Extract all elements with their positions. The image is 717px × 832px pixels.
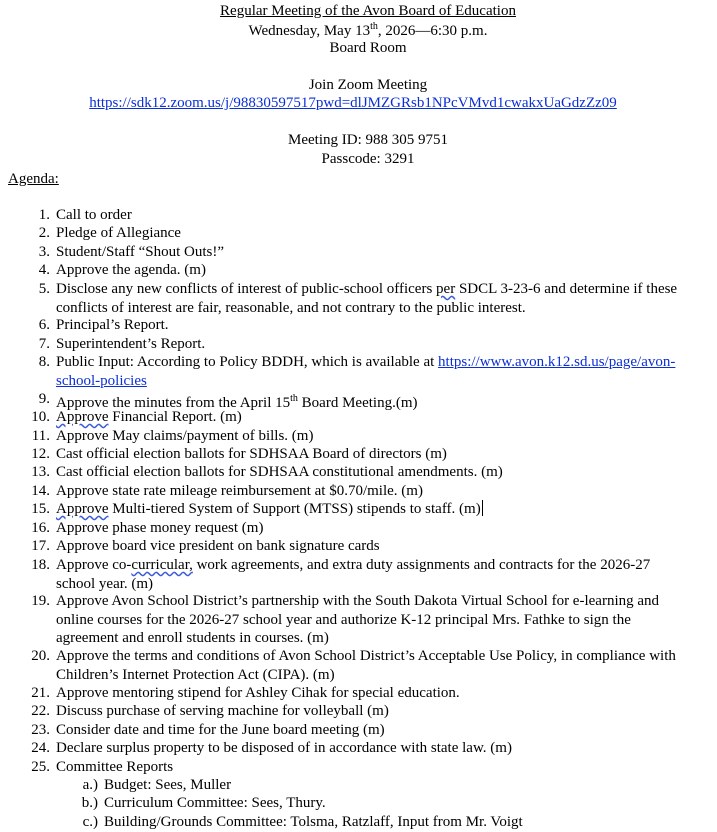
agenda-item <box>31 445 717 464</box>
item-number: 10. <box>31 409 50 425</box>
item-text: Approve mentoring stipend for Ashley Cihak for special education. <box>56 685 460 701</box>
item-number: 16. <box>31 520 50 536</box>
item-number: 12. <box>31 446 50 462</box>
spellcheck-word: Approve <box>56 501 109 517</box>
agenda-item <box>38 243 717 262</box>
meeting-id: Meeting ID: 988 305 9751 <box>288 132 448 148</box>
agenda-item <box>38 206 717 225</box>
item-text: Approve board vice president on bank signature cards <box>56 538 380 554</box>
zoom-link-row <box>0 95 717 112</box>
meeting-date-suffix: , 2026—6:30 p.m. <box>377 23 488 39</box>
agenda-item <box>31 556 717 593</box>
agenda-label: Agenda: <box>8 171 59 187</box>
committee-item <box>81 794 326 813</box>
item-number: 2. <box>38 225 50 241</box>
item-sup: th <box>290 393 298 404</box>
item-number: 19. <box>31 593 50 609</box>
item-text: Approve co- <box>56 557 132 573</box>
item-text: Cast official election ballots for SDHSAA constitutional amendments. (m) <box>56 464 503 480</box>
item-text: Public Input: According to Policy BDDH, which is available at <box>56 354 439 370</box>
item-text: Approve May claims/payment of bills. (m) <box>56 428 314 444</box>
spellcheck-word: curricular, <box>131 557 193 573</box>
item-text: Discuss purchase of serving machine for volleyball (m) <box>56 703 389 719</box>
policy-link[interactable]: https://www.avon.k12.sd.us/page/avon- <box>438 354 676 370</box>
item-number: 5. <box>38 281 50 297</box>
item-text: Committee Reports <box>56 759 174 775</box>
agenda-item <box>38 353 717 390</box>
item-text: Pledge of Allegiance <box>56 225 181 241</box>
item-text: Approve the agenda. (m) <box>56 262 206 278</box>
item-text-continued: school year. (m) <box>56 575 154 592</box>
agenda-item <box>31 721 717 740</box>
item-number: 7. <box>38 336 50 352</box>
item-text: Approve state rate mileage reimbursement at $0.70/mile. (m) <box>56 483 423 499</box>
zoom-heading: Join Zoom Meeting <box>308 77 428 93</box>
agenda-item <box>31 592 717 648</box>
agenda-item <box>38 261 717 280</box>
agenda-item <box>38 224 717 243</box>
item-text: Approve phase money request (m) <box>56 520 264 536</box>
item-text: Cast official election ballots for SDHSAA Board of directors (m) <box>56 446 447 462</box>
item-number: 4. <box>38 262 50 278</box>
zoom-link[interactable]: https://sdk12.zoom.us/j/98830597517pwd=dlJMZGRsb1NPcVMvd1cwakxUaGdzZz09 <box>89 95 617 111</box>
agenda-item <box>31 500 717 519</box>
item-number: 11. <box>31 428 50 444</box>
spellcheck-word: Approve <box>56 409 109 425</box>
meeting-date-sup: th <box>370 21 378 32</box>
item-text: Declare surplus property to be disposed of in accordance with state law. (m) <box>56 740 512 756</box>
item-number: 22. <box>31 703 50 719</box>
agenda-item <box>31 702 717 721</box>
text-cursor <box>482 500 483 516</box>
item-text: Principal’s Report. <box>56 317 169 333</box>
agenda-item <box>38 316 717 335</box>
item-number: 3. <box>38 244 50 260</box>
item-text: Student/Staff “Shout Outs!” <box>56 244 225 260</box>
sub-item-letter: a.) <box>82 777 98 793</box>
sub-item-text: Curriculum Committee: Sees, Thury. <box>104 795 326 811</box>
item-number: 8. <box>38 354 50 370</box>
agenda-item <box>31 463 717 482</box>
item-number: 6. <box>38 317 50 333</box>
item-text-continued: Children’s Internet Protection Act (CIPA). (m) <box>56 666 335 683</box>
item-text: Superintendent’s Report. <box>56 336 206 352</box>
item-number: 9. <box>38 391 50 407</box>
meeting-location: Board Room <box>329 40 407 56</box>
item-number: 17. <box>31 538 50 554</box>
item-text: work agreements, and extra duty assignments and contracts for the 2026-27 <box>192 557 651 573</box>
meeting-date-prefix: Wednesday, May 13 <box>248 23 371 39</box>
item-text: Call to order <box>56 207 132 223</box>
agenda-item <box>38 335 717 354</box>
committee-item <box>82 776 232 795</box>
meeting-date <box>0 21 717 40</box>
item-number: 1. <box>38 207 50 223</box>
item-number: 15. <box>31 501 50 517</box>
agenda-item <box>31 647 717 684</box>
agenda-item <box>38 280 717 317</box>
item-number: 14. <box>31 483 50 499</box>
meeting-passcode: Passcode: 3291 <box>321 151 415 167</box>
policy-link-continued[interactable]: school-policies <box>56 372 147 389</box>
agenda-item <box>31 684 717 703</box>
item-number: 18. <box>31 557 50 573</box>
item-text-continued: conflicts of interest are fair, reasonable, and not contrary to the public interest. <box>56 299 526 316</box>
sub-item-letter: b.) <box>81 795 98 811</box>
item-number: 20. <box>31 648 50 664</box>
meeting-title: Regular Meeting of the Avon Board of Education <box>220 3 516 19</box>
item-number: 13. <box>31 464 50 480</box>
spellcheck-word: per <box>436 281 456 297</box>
item-text: Approve Avon School District’s partnership with the South Dakota Virtual School for e-learning and <box>56 593 660 609</box>
sub-item-text: Budget: Sees, Muller <box>104 777 232 793</box>
item-number: 23. <box>31 722 50 738</box>
item-text: Multi-tiered System of Support (MTSS) stipends to staff. (m) <box>108 501 481 517</box>
item-text-continued: agreement and enroll students in courses. (m) <box>56 630 329 646</box>
agenda-item <box>31 427 717 446</box>
agenda-item <box>31 519 717 538</box>
item-text: Approve the minutes from the April 15 <box>56 395 291 411</box>
agenda-item <box>31 408 717 427</box>
item-number: 24. <box>31 740 50 756</box>
item-text: Financial Report. (m) <box>108 409 242 425</box>
agenda-item <box>31 758 717 777</box>
agenda-item <box>31 537 717 556</box>
item-text: Board Meeting.(m) <box>297 395 418 411</box>
item-text: Disclose any new conflicts of interest of public-school officers <box>56 281 437 297</box>
agenda-item <box>31 482 717 501</box>
item-number: 21. <box>31 685 50 701</box>
sub-item-letter: c.) <box>82 814 98 830</box>
item-number: 25. <box>31 759 50 775</box>
agenda-item <box>31 739 717 758</box>
item-text-continued: online courses for the 2026-27 school year and authorize K-12 principal Mrs. Fathke to sign the <box>56 611 631 628</box>
item-text: Consider date and time for the June board meeting (m) <box>56 722 385 738</box>
item-text: SDCL 3-23-6 and determine if these <box>455 281 678 297</box>
sub-item-text: Building/Grounds Committee: Tolsma, Ratzlaff, Input from Mr. Voigt <box>104 814 523 830</box>
item-text: Approve the terms and conditions of Avon School District’s Acceptable Use Policy, in compliance with <box>56 648 676 664</box>
